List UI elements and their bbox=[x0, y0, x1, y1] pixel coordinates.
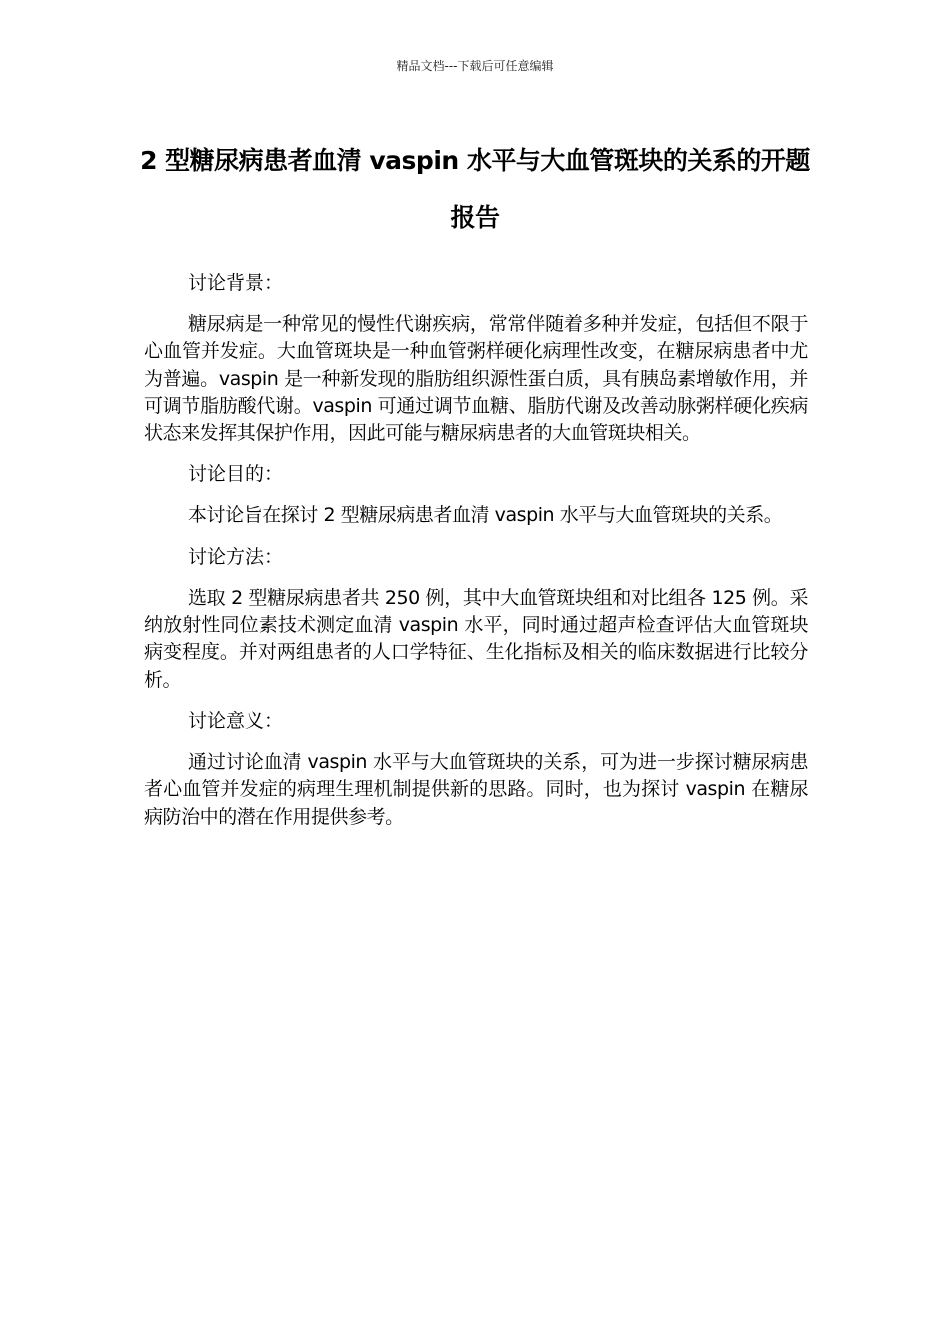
section-purpose bbox=[144, 461, 808, 529]
section-paragraph-methods: 选取 2 型糖尿病患者共 250 例，其中大血管斑块组和对比组各 125 例。采纳放射性同位素技术测定血清 vaspin 水平，同时通过超声检查评估大血管斑块病变程度。并对两组患者的人口学特征、生化指标及相关的临床数据进行比较分析。 bbox=[144, 586, 808, 691]
section-heading-methods: 讨论方法： bbox=[188, 545, 284, 568]
section-significance bbox=[144, 708, 808, 831]
section-paragraph-purpose: 本讨论旨在探讨 2 型糖尿病患者血清 vaspin 水平与大血管斑块的关系。 bbox=[188, 504, 783, 527]
document-title: 2 型糖尿病患者血清 vaspin 水平与大血管斑块的关系的开题报告 bbox=[140, 146, 810, 232]
section-heading-background: 讨论背景： bbox=[188, 272, 284, 294]
page-header-note: 精品文档---下载后可任意编辑 bbox=[396, 59, 554, 73]
section-heading-significance: 讨论意义： bbox=[188, 709, 284, 732]
section-paragraph-significance: 通过讨论血清 vaspin 水平与大血管斑块的关系，可为进一步探讨糖尿病患者心血管并发症的病理生理机制提供新的思路。同时，也为探讨 vaspin 在糖尿病防治中的潜在作用提供参考。 bbox=[144, 750, 808, 828]
section-methods bbox=[144, 544, 808, 694]
section-paragraph-background: 糖尿病是一种常见的慢性代谢疾病，常常伴随着多种并发症，包括但不限于心血管并发症。大血管斑块是一种血管粥样硬化病理性改变，在糖尿病患者中尤为普遍。vaspin 是一种新发现的脂肪组织源性蛋白质，具有胰岛素增敏作用，并可调节脂肪酸代谢。vaspin 可通过调节血糖、脂肪代谢及改善动脉粥样硬化疾病状态来发挥其保护作用，因此可能与糖尿病患者的大血管斑块相关。 bbox=[144, 313, 808, 445]
document-body bbox=[144, 270, 808, 845]
section-background bbox=[144, 270, 808, 447]
section-heading-purpose: 讨论目的： bbox=[188, 463, 284, 486]
